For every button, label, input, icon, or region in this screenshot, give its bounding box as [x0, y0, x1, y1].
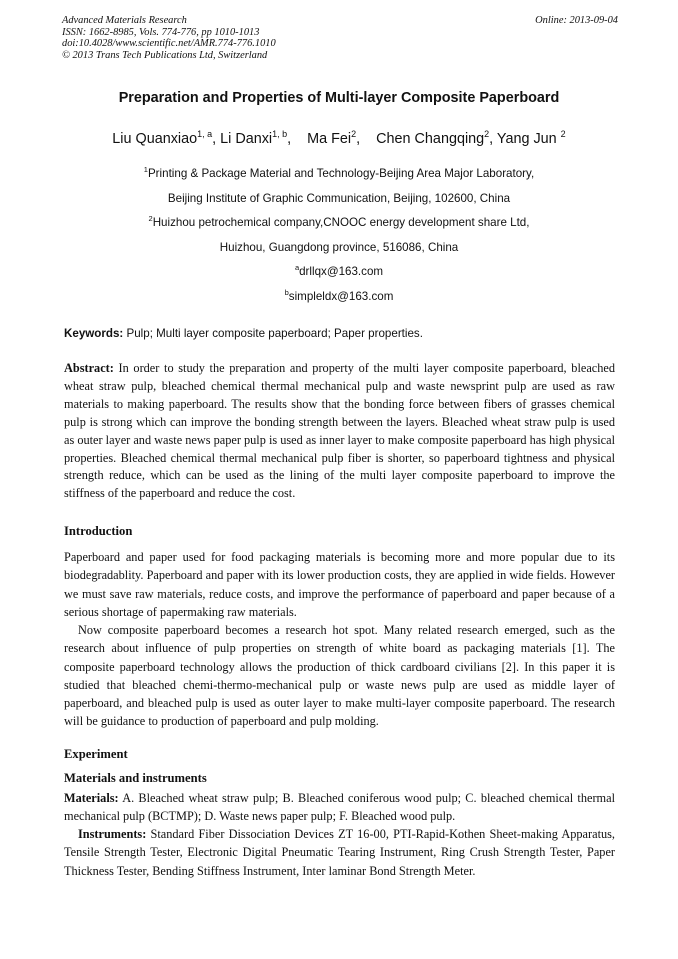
abstract — [64, 360, 615, 503]
materials-paragraph — [64, 789, 615, 826]
email-address: simpleldx@163.com — [288, 290, 394, 303]
section-heading-introduction: Introduction — [64, 524, 133, 538]
section-heading-experiment: Experiment — [64, 747, 128, 761]
affiliation-text: Printing & Package Material and Technology-Beijing Area Major Laboratory, — [147, 167, 535, 180]
author-name: Liu Quanxiao — [112, 131, 198, 147]
paper-title: Preparation and Properties of Multi-layer Composite Paperboard — [118, 90, 560, 106]
author-affiliation-mark: 1, b — [272, 129, 288, 139]
affiliation-mark: 1 — [143, 165, 148, 174]
instruments-label: Instruments: — [78, 827, 147, 841]
abstract-text: In order to study the preparation and property of the multi layer composite paperboard, bleached wheat straw pulp, bleached chemical thermal mechanical pulp and waste newsprint pulp are used as raw materials to making paperboard. The results show that the bonding force between fibers of grasses chemical pulp is strong which can improve the bonding strength between the layers. Bleached wheat straw pulp is used as outer layer and waste news paper pulp is used as inner layer to make composite paperboard has high physical properties. Bleached chemical thermal mechanical pulp fiber is shorter, so paperboard tightness and physical strength reduce, which can be used as the lining of the multi layer composite paperboard to improve the stiffness of the paperboard and reduce the cost. — [64, 361, 615, 501]
materials-label: Materials: — [64, 791, 119, 805]
author-name: Ma Fei — [307, 131, 352, 147]
author-name: Chen Changqing — [376, 131, 485, 147]
affiliation-text: Beijing Institute of Graphic Communication, Beijing, 102600, China — [167, 192, 511, 205]
keywords-label: Keywords: — [64, 327, 124, 340]
instruments-text: Standard Fiber Dissociation Devices ZT 16-00, PTI-Rapid-Kothen Sheet-making Apparatus, Tensile Strength Tester, Electronic Digital Pneumatic Tearing Instrument, Ring Crush Strength Tester, Paper Thickness Tester, Bending Stiffness Instrument, Inter laminar Bond Strength Meter. — [64, 827, 615, 878]
author-name: Yang Jun — [496, 131, 557, 147]
email-mark: b — [284, 288, 289, 297]
intro-paragraph-1: Paperboard and paper used for food packaging materials is becoming more and more popular due to its biodegradablity. Paperboard and paper with its lower production costs, they are applied in wide fields. However we must save raw materials, reduce costs, and improve the performance of paperboard and paper because of a serious shortage of papermaking raw materials. — [64, 550, 615, 619]
journal-name: Advanced Materials Research — [62, 15, 187, 26]
keywords — [64, 327, 620, 340]
author-affiliation-mark: 2 — [560, 129, 566, 139]
author-affiliation-mark: 1, a — [197, 129, 213, 139]
subsection-heading-materials: Materials and instruments — [64, 771, 207, 785]
author-list: Liu Quanxiao$^{1, a}$, Li Danxi$^{1, b}$, Ma Fei$^2$, Chen Changqing$^2$, Yang Jun $^2$ — [112, 129, 566, 147]
affiliation-line — [0, 167, 678, 180]
copyright-line: © 2013 Trans Tech Publications Ltd, Switzerland — [62, 49, 268, 61]
affiliation-line — [0, 216, 678, 229]
author-affiliation-mark: 2 — [484, 129, 490, 139]
abstract-label: Abstract: — [64, 361, 114, 375]
affiliation-text: Huizhou, Guangdong province, 516086, China — [219, 241, 459, 254]
affiliation-text: Huizhou petrochemical company,CNOOC energy development share Ltd, — [152, 216, 530, 229]
affiliation-line — [0, 192, 678, 205]
keywords-text: Pulp; Multi layer composite paperboard; Paper properties. — [123, 327, 423, 340]
email-line — [0, 265, 678, 278]
instruments-paragraph — [64, 825, 615, 880]
affiliation-line — [0, 241, 678, 254]
journal-header — [62, 15, 618, 61]
online-date: Online: 2013-09-04 — [535, 15, 618, 26]
issn-line: ISSN: 1662-8985, Vols. 774-776, pp 1010-1013 — [62, 26, 260, 38]
author-affiliation-mark: 2 — [351, 129, 357, 139]
affiliation-mark: 2 — [148, 214, 153, 223]
email-line — [0, 290, 678, 303]
email-address: drllqx@163.com — [299, 265, 384, 278]
materials-text: A. Bleached wheat straw pulp; B. Bleached coniferous wood pulp; C. bleached chemical thermal mechanical pulp (BCTMP); D. Waste news paper pulp; F. Bleached wood pulp. — [64, 791, 615, 824]
email-mark: a — [294, 263, 300, 272]
intro-paragraph-2: Now composite paperboard becomes a research hot spot. Many related research emerged, such as the research about influence of pulp properties on strength of white board as packaging materials [1]. The composite paperboard technology allows the production of thick cardboard civilians [2]. In this paper it is studied that bleached chemi-thermo-mechanical pulp or waste news pulp are used as middle layer of paperboard, and bleached pulp is used as outer layer to make multi-layer composite paperboard. The research will be guidance to production of paperboard and pulp molding. — [64, 623, 615, 729]
author-name: Li Danxi — [220, 131, 273, 147]
doi-line: doi:10.4028/www.scientific.net/AMR.774-776.1010 — [62, 38, 276, 50]
